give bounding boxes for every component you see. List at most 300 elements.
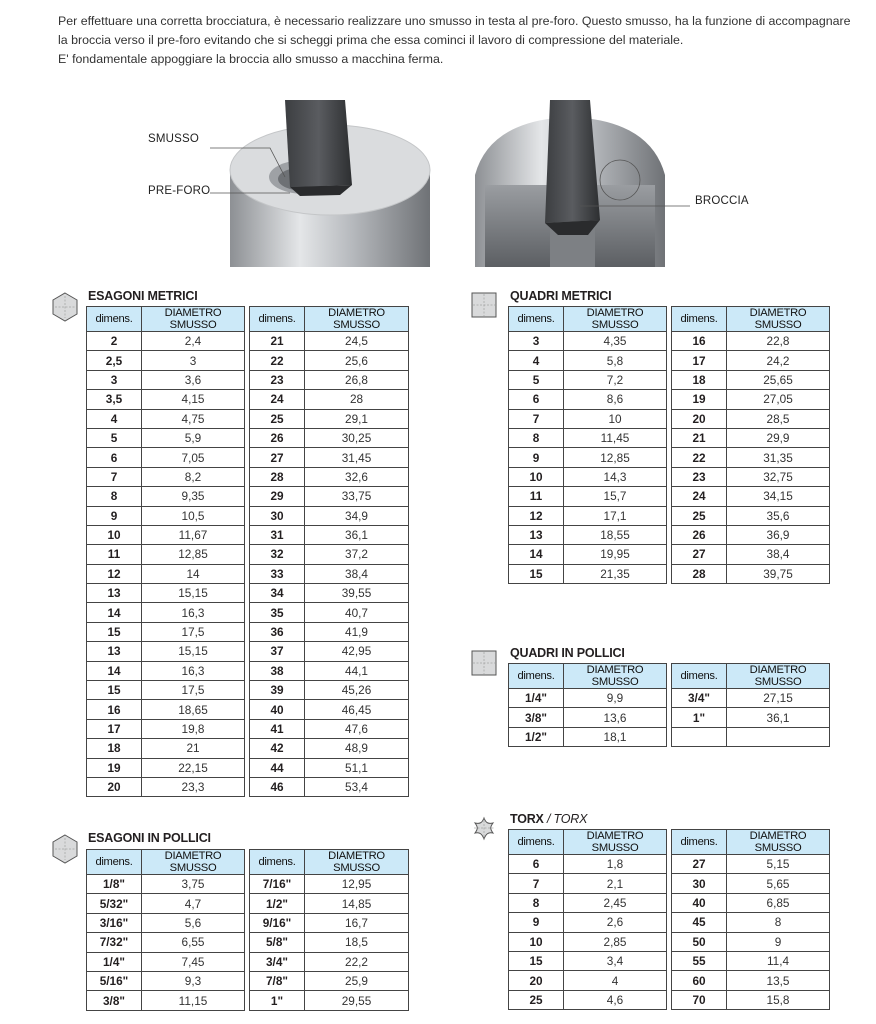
table-row [509, 487, 667, 506]
cell-dimens: 40 [672, 893, 727, 912]
table-esagoni-metrici-right [249, 306, 409, 797]
table-row [87, 428, 245, 447]
cell-diametro-smusso: 7,2 [564, 370, 667, 389]
cell-diametro-smusso: 29,9 [727, 428, 830, 447]
table-row [250, 390, 409, 409]
cell-dimens: 3/16" [87, 913, 142, 932]
header-dimens: dimens. [250, 307, 305, 332]
table-row [509, 727, 667, 746]
header-dimens: dimens. [87, 307, 142, 332]
cell-dimens: 17 [672, 351, 727, 370]
header-diametro-smusso: DIAMETRO SMUSSO [142, 850, 245, 875]
cell-diametro-smusso: 15,15 [142, 642, 245, 661]
header-dimens: dimens. [672, 307, 727, 332]
cell-dimens: 5 [87, 428, 142, 447]
table-row [87, 467, 245, 486]
table-header-row [509, 830, 667, 855]
cell-dimens: 7 [509, 409, 564, 428]
cell-diametro-smusso: 9,3 [142, 971, 245, 990]
cell-dimens: 9 [87, 506, 142, 525]
table-row [672, 932, 830, 951]
cell-diametro-smusso: 25,65 [727, 370, 830, 389]
table-row [87, 894, 245, 913]
table-row [509, 932, 667, 951]
table-row [87, 390, 245, 409]
cell-diametro-smusso: 29,1 [305, 409, 409, 428]
cell-diametro-smusso: 23,3 [142, 777, 245, 796]
cell-dimens: 1/4" [509, 689, 564, 708]
table-torx-right [671, 829, 830, 1010]
hexagon-icon [50, 292, 80, 322]
cell-dimens: 8 [87, 487, 142, 506]
table-row [87, 739, 245, 758]
cell-diametro-smusso: 3,75 [142, 875, 245, 894]
table-row [250, 875, 409, 894]
table-row [509, 913, 667, 932]
cell-dimens: 13 [87, 642, 142, 661]
cell-diametro-smusso: 32,6 [305, 467, 409, 486]
cell-dimens: 25 [509, 990, 564, 1009]
table-row [250, 409, 409, 428]
cell-diametro-smusso: 5,8 [564, 351, 667, 370]
table-row [250, 370, 409, 389]
table-row [87, 448, 245, 467]
table-row [509, 689, 667, 708]
header-diametro-smusso: DIAMETRO SMUSSO [564, 307, 667, 332]
header-dimens: dimens. [509, 307, 564, 332]
header-diametro-smusso: DIAMETRO SMUSSO [727, 664, 830, 689]
cell-diametro-smusso: 41,9 [305, 622, 409, 641]
table-row [672, 689, 830, 708]
label-smusso: SMUSSO [148, 133, 200, 145]
table-row [87, 622, 245, 641]
table-row [672, 708, 830, 727]
cell-dimens: 22 [672, 448, 727, 467]
cell-diametro-smusso: 16,3 [142, 603, 245, 622]
cell-dimens: 7 [509, 874, 564, 893]
cell-diametro-smusso: 25,9 [305, 971, 409, 990]
table-esagoni-metrici-left [86, 306, 245, 797]
table-header-row [87, 307, 245, 332]
cell-dimens: 27 [672, 855, 727, 874]
cell-dimens: 21 [250, 332, 305, 351]
chamfer-diagram [140, 95, 840, 267]
cell-diametro-smusso: 3,6 [142, 370, 245, 389]
cell-dimens: 1" [672, 708, 727, 727]
table-row [250, 448, 409, 467]
table-quadri-pollici-right [671, 663, 830, 747]
cell-diametro-smusso: 1,8 [564, 855, 667, 874]
cell-diametro-smusso: 44,1 [305, 661, 409, 680]
table-row [672, 913, 830, 932]
table-row [87, 952, 245, 971]
cell-diametro-smusso: 36,9 [727, 525, 830, 544]
cell-dimens: 17 [87, 719, 142, 738]
cell-diametro-smusso: 17,5 [142, 681, 245, 700]
cell-dimens: 5 [509, 370, 564, 389]
cell-diametro-smusso: 25,6 [305, 351, 409, 370]
cell-dimens: 50 [672, 932, 727, 951]
table-row [87, 933, 245, 952]
cell-dimens: 9 [509, 448, 564, 467]
table-row [250, 913, 409, 932]
table-row [672, 874, 830, 893]
cell-dimens: 6 [509, 855, 564, 874]
cell-diametro-smusso: 37,2 [305, 545, 409, 564]
table-row [509, 971, 667, 990]
table-row [250, 428, 409, 447]
cell-dimens: 3 [87, 370, 142, 389]
table-header-row [672, 307, 830, 332]
label-preforo: PRE-FORO [148, 185, 211, 197]
cell-diametro-smusso: 27,15 [727, 689, 830, 708]
cell-diametro-smusso: 14 [142, 564, 245, 583]
cell-dimens: 44 [250, 758, 305, 777]
cell-dimens: 1" [250, 991, 305, 1010]
cell-diametro-smusso: 9 [727, 932, 830, 951]
cell-dimens: 11 [87, 545, 142, 564]
table-row [250, 564, 409, 583]
table-row [672, 428, 830, 447]
title-torx [510, 812, 587, 826]
table-row [87, 991, 245, 1010]
table-row [250, 506, 409, 525]
table-row [250, 933, 409, 952]
cell-diametro-smusso: 4 [564, 971, 667, 990]
cell-dimens: 20 [672, 409, 727, 428]
header-dimens: dimens. [672, 664, 727, 689]
cell-diametro-smusso: 15,7 [564, 487, 667, 506]
header-dimens: dimens. [87, 850, 142, 875]
cell-diametro-smusso: 14,3 [564, 467, 667, 486]
cell-diametro-smusso: 46,45 [305, 700, 409, 719]
cell-dimens: 18 [87, 739, 142, 758]
cell-diametro-smusso: 36,1 [727, 708, 830, 727]
cell-dimens: 40 [250, 700, 305, 719]
table-row [250, 642, 409, 661]
table-row [250, 525, 409, 544]
cell-dimens: 25 [672, 506, 727, 525]
table-row [509, 409, 667, 428]
cell-diametro-smusso: 13,6 [564, 708, 667, 727]
intro-line-2: la broccia verso il pre-foro evitando che si scheggi prima che essa cominci il lavoro di compressione del materiale. [58, 33, 684, 47]
table-row [87, 642, 245, 661]
header-dimens: dimens. [250, 850, 305, 875]
cell-dimens: 36 [250, 622, 305, 641]
cell-dimens: 26 [250, 428, 305, 447]
cell-dimens: 27 [672, 545, 727, 564]
table-row [509, 708, 667, 727]
cell-diametro-smusso: 16,7 [305, 913, 409, 932]
cell-diametro-smusso: 31,35 [727, 448, 830, 467]
cell-dimens: 10 [509, 467, 564, 486]
cell-dimens: 55 [672, 951, 727, 970]
table-row [250, 332, 409, 351]
cell-diametro-smusso: 4,35 [564, 332, 667, 351]
table-row [250, 603, 409, 622]
cell-dimens: 27 [250, 448, 305, 467]
header-diametro-smusso: DIAMETRO SMUSSO [564, 664, 667, 689]
header-diametro-smusso: DIAMETRO SMUSSO [727, 830, 830, 855]
square-icon [470, 291, 498, 319]
table-row [509, 506, 667, 525]
cell-dimens: 6 [509, 390, 564, 409]
table-row [250, 622, 409, 641]
hexagon-icon [50, 834, 80, 864]
cell-dimens: 1/8" [87, 875, 142, 894]
cell-diametro-smusso: 17,5 [142, 622, 245, 641]
cell-dimens: 13 [87, 584, 142, 603]
table-row [672, 971, 830, 990]
cell-dimens: 23 [250, 370, 305, 389]
table-row [87, 681, 245, 700]
cell-diametro-smusso: 4,75 [142, 409, 245, 428]
cell-diametro-smusso: 27,05 [727, 390, 830, 409]
cell-diametro-smusso: 21 [142, 739, 245, 758]
table-header-row [509, 664, 667, 689]
title-esagoni-pollici: ESAGONI IN POLLICI [88, 831, 211, 845]
table-row [509, 467, 667, 486]
intro-line-1: Per effettuare una corretta brocciatura, è necessario realizzare uno smusso in testa al pre-foro. Questo smusso, ha la funzione di accompagnare [58, 14, 851, 28]
cell-diametro-smusso: 28 [305, 390, 409, 409]
table-row [672, 545, 830, 564]
cell-diametro-smusso: 42,95 [305, 642, 409, 661]
cell-diametro-smusso: 8,6 [564, 390, 667, 409]
cell-dimens: 3/4" [250, 952, 305, 971]
cell-dimens: 2,5 [87, 351, 142, 370]
cell-dimens: 15 [87, 681, 142, 700]
table-row [87, 351, 245, 370]
cell-diametro-smusso: 48,9 [305, 739, 409, 758]
cell-diametro-smusso: 14,85 [305, 894, 409, 913]
cell-diametro-smusso: 11,15 [142, 991, 245, 1010]
table-row [509, 370, 667, 389]
cell-dimens: 15 [509, 951, 564, 970]
table-header-row [250, 307, 409, 332]
cell-dimens: 16 [87, 700, 142, 719]
cell-diametro-smusso: 36,1 [305, 525, 409, 544]
cell-diametro-smusso: 15,8 [727, 990, 830, 1009]
cell-diametro-smusso: 13,5 [727, 971, 830, 990]
cell-diametro-smusso: 35,6 [727, 506, 830, 525]
cell-diametro-smusso: 4,7 [142, 894, 245, 913]
cell-diametro-smusso: 2,4 [142, 332, 245, 351]
title-quadri-pollici: QUADRI IN POLLICI [510, 646, 625, 660]
cell-dimens: 11 [509, 487, 564, 506]
table-row [87, 506, 245, 525]
header-diametro-smusso: DIAMETRO SMUSSO [305, 850, 409, 875]
cell-diametro-smusso: 7,05 [142, 448, 245, 467]
cell-diametro-smusso: 24,2 [727, 351, 830, 370]
table-row [87, 603, 245, 622]
cell-dimens: 8 [509, 893, 564, 912]
cell-diametro-smusso: 34,15 [727, 487, 830, 506]
cell-dimens: 20 [87, 777, 142, 796]
table-row [509, 874, 667, 893]
cell-dimens: 7/16" [250, 875, 305, 894]
cell-diametro-smusso: 10 [564, 409, 667, 428]
cell-diametro-smusso: 11,4 [727, 951, 830, 970]
cell-diametro-smusso: 29,55 [305, 991, 409, 1010]
cell-dimens: 3/8" [509, 708, 564, 727]
table-row [672, 564, 830, 583]
table-row [509, 990, 667, 1009]
cell-dimens: 24 [250, 390, 305, 409]
cell-diametro-smusso: 4,15 [142, 390, 245, 409]
cell-diametro-smusso: 39,75 [727, 564, 830, 583]
cell-dimens: 32 [250, 545, 305, 564]
table-row [509, 564, 667, 583]
cell-diametro-smusso: 6,85 [727, 893, 830, 912]
cell-dimens: 12 [509, 506, 564, 525]
table-row [672, 448, 830, 467]
table-row [87, 700, 245, 719]
cell-dimens: 9 [509, 913, 564, 932]
cell-diametro-smusso [727, 727, 830, 746]
table-row [250, 584, 409, 603]
table-row [509, 951, 667, 970]
cell-diametro-smusso: 3,4 [564, 951, 667, 970]
cell-dimens: 33 [250, 564, 305, 583]
table-row [672, 990, 830, 1009]
table-row [672, 351, 830, 370]
cell-diametro-smusso: 45,26 [305, 681, 409, 700]
cell-dimens: 21 [672, 428, 727, 447]
cell-diametro-smusso: 47,6 [305, 719, 409, 738]
cell-diametro-smusso: 21,35 [564, 564, 667, 583]
table-row [509, 390, 667, 409]
table-row [87, 971, 245, 990]
header-diametro-smusso: DIAMETRO SMUSSO [727, 307, 830, 332]
header-diametro-smusso: DIAMETRO SMUSSO [564, 830, 667, 855]
table-row [672, 409, 830, 428]
title-torx-main: TORX [510, 812, 544, 826]
cell-diametro-smusso: 5,6 [142, 913, 245, 932]
table-torx-left [508, 829, 667, 1010]
table-row [509, 893, 667, 912]
cell-dimens: 5/16" [87, 971, 142, 990]
cell-dimens: 7/32" [87, 933, 142, 952]
cell-diametro-smusso: 17,1 [564, 506, 667, 525]
cell-dimens: 24 [672, 487, 727, 506]
cell-diametro-smusso: 28,5 [727, 409, 830, 428]
table-row [87, 661, 245, 680]
cell-diametro-smusso: 34,9 [305, 506, 409, 525]
cell-dimens: 16 [672, 332, 727, 351]
cell-dimens: 1/2" [250, 894, 305, 913]
table-row [87, 913, 245, 932]
table-esagoni-pollici-right [249, 849, 409, 1011]
cell-diametro-smusso: 5,9 [142, 428, 245, 447]
cell-diametro-smusso: 2,6 [564, 913, 667, 932]
cell-dimens: 3,5 [87, 390, 142, 409]
cell-dimens: 35 [250, 603, 305, 622]
table-row [87, 525, 245, 544]
header-dimens: dimens. [509, 830, 564, 855]
cell-diametro-smusso: 33,75 [305, 487, 409, 506]
table-row [672, 855, 830, 874]
cell-diametro-smusso: 10,5 [142, 506, 245, 525]
cell-dimens: 28 [250, 467, 305, 486]
cell-diametro-smusso: 31,45 [305, 448, 409, 467]
cell-diametro-smusso: 2,85 [564, 932, 667, 951]
cell-dimens: 22 [250, 351, 305, 370]
table-row [509, 855, 667, 874]
cell-diametro-smusso: 24,5 [305, 332, 409, 351]
cell-dimens: 12 [87, 564, 142, 583]
table-row [250, 894, 409, 913]
cell-dimens: 1/2" [509, 727, 564, 746]
table-row [250, 971, 409, 990]
cell-diametro-smusso: 26,8 [305, 370, 409, 389]
cell-dimens: 3/4" [672, 689, 727, 708]
cell-diametro-smusso: 5,65 [727, 874, 830, 893]
table-row [509, 332, 667, 351]
cell-dimens: 45 [672, 913, 727, 932]
table-row [250, 351, 409, 370]
table-row [672, 332, 830, 351]
table-quadri-metrici-right [671, 306, 830, 584]
cell-dimens: 3 [509, 332, 564, 351]
cell-diametro-smusso: 11,67 [142, 525, 245, 544]
table-row [87, 777, 245, 796]
table-row [87, 370, 245, 389]
cell-dimens: 29 [250, 487, 305, 506]
table-row [87, 332, 245, 351]
cell-dimens: 1/4" [87, 952, 142, 971]
cell-dimens: 9/16" [250, 913, 305, 932]
cell-dimens: 6 [87, 448, 142, 467]
cell-dimens: 7/8" [250, 971, 305, 990]
cell-diametro-smusso: 8,2 [142, 467, 245, 486]
cell-dimens: 14 [87, 661, 142, 680]
cell-diametro-smusso: 30,25 [305, 428, 409, 447]
cell-diametro-smusso: 32,75 [727, 467, 830, 486]
cell-dimens: 26 [672, 525, 727, 544]
table-row [509, 525, 667, 544]
table-row [250, 719, 409, 738]
broaching-illustration [140, 95, 840, 267]
cell-dimens: 8 [509, 428, 564, 447]
table-quadri-metrici-left [508, 306, 667, 584]
table-esagoni-pollici-left [86, 849, 245, 1011]
table-row [250, 991, 409, 1010]
cell-dimens: 18 [672, 370, 727, 389]
cell-dimens: 5/32" [87, 894, 142, 913]
table-row [87, 584, 245, 603]
table-row [250, 952, 409, 971]
cell-dimens: 15 [87, 622, 142, 641]
cell-diametro-smusso: 18,1 [564, 727, 667, 746]
table-row [250, 681, 409, 700]
cell-diametro-smusso: 7,45 [142, 952, 245, 971]
cell-diametro-smusso: 51,1 [305, 758, 409, 777]
table-row [250, 758, 409, 777]
cell-dimens: 19 [87, 758, 142, 777]
table-header-row [509, 307, 667, 332]
cell-dimens: 30 [250, 506, 305, 525]
cell-diametro-smusso: 2,45 [564, 893, 667, 912]
cell-dimens: 4 [509, 351, 564, 370]
cell-diametro-smusso: 18,55 [564, 525, 667, 544]
cell-diametro-smusso: 12,95 [305, 875, 409, 894]
cell-diametro-smusso: 12,85 [564, 448, 667, 467]
cell-dimens: 28 [672, 564, 727, 583]
cell-dimens: 10 [509, 932, 564, 951]
cell-diametro-smusso: 53,4 [305, 777, 409, 796]
cell-dimens: 38 [250, 661, 305, 680]
cell-dimens: 13 [509, 525, 564, 544]
